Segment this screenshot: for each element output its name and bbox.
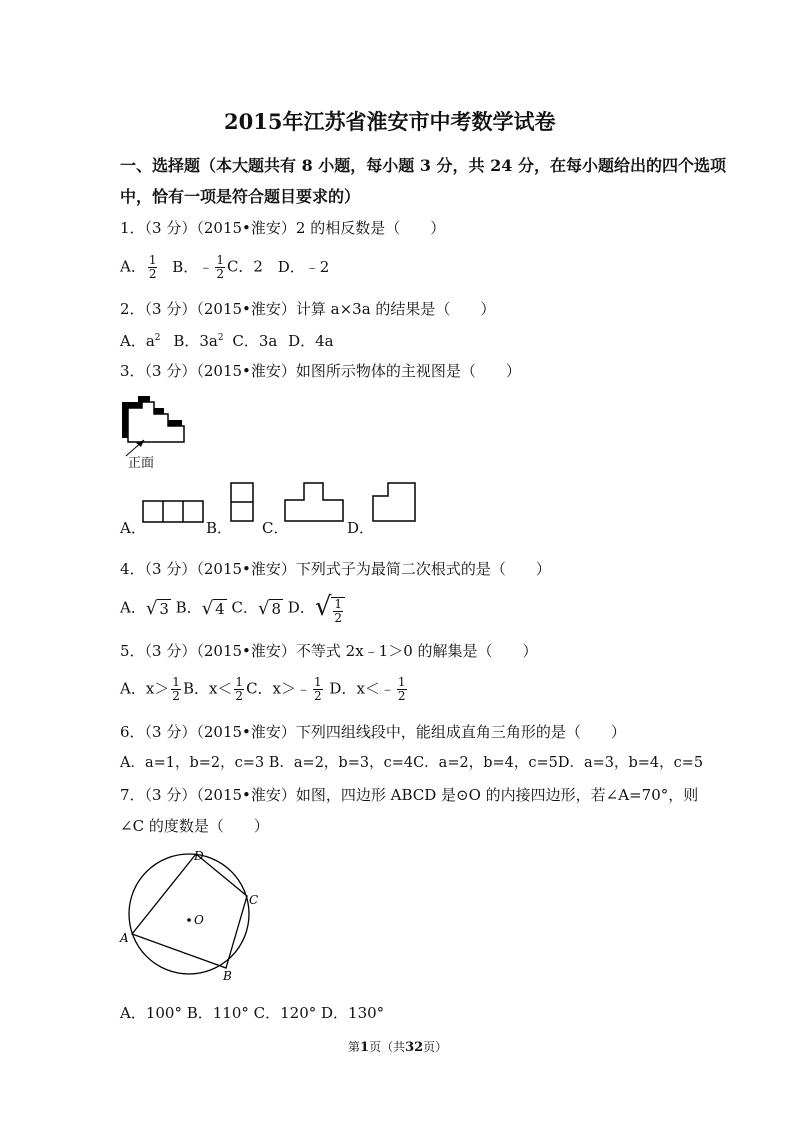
q4-option-c-sqrt: √ 8 — [257, 598, 282, 619]
q1-option-b-fraction: $\frac{1}{2}$ — [216, 253, 224, 281]
question-6-options: A．a=1，b=2，c=3 B．a=2，b=3，c=4C．a=2，b=4，c=5D．a=3，b=4，c=5 — [120, 755, 704, 771]
page-title: 2015年江苏省淮安市中考数学试卷 — [224, 109, 556, 134]
question-5-options: A．x＞ $\frac{1}{2}$ B．x＜ $\frac{1}{2}$ C．x＞﹣ $\frac{1}{2}$ D．x＜﹣ $\frac{1}{2}$ — [120, 675, 406, 703]
question-7-options: A．100° B．110° C．120° D．130° — [120, 1004, 385, 1022]
q3-option-c-label: C． — [262, 519, 289, 537]
q1-option-b-label: B． — [172, 257, 199, 276]
q4-option-d-sqrt: √ $\frac{1}{2}$ — [315, 592, 345, 625]
question-1-options: A． $\frac{1}{2}$ B．﹣ $\frac{1}{2}$ C．2 D．﹣2 — [120, 253, 330, 281]
q3-option-d-label: D． — [347, 519, 375, 537]
q4-option-b-sqrt: √ 4 — [201, 598, 225, 619]
q1-option-a-fraction: $\frac{1}{2}$ — [148, 253, 157, 281]
question-4-stem: 4．（3 分）（2015•淮安）下列式子为最简二次根式的是（ ） — [120, 560, 551, 578]
q3-option-c-figure — [284, 482, 346, 524]
q4-option-a-sqrt: √ 3 — [145, 598, 169, 619]
question-3-stem: 3．（3 分）（2015•淮安）如图所示物体的主视图是（ ） — [120, 362, 521, 380]
question-1-stem: 1．（3 分）（2015•淮安）2 的相反数是（ ） — [120, 219, 446, 237]
q7-circle-figure — [116, 846, 266, 986]
page-footer: 第1页（共32页） — [348, 1040, 448, 1055]
q7-quadrilateral — [132, 854, 247, 968]
section-heading-line1: 一、选择题（本大题共有 8 小题，每小题 3 分，共 24 分，在每小题给出的四个选项 — [120, 156, 726, 175]
question-4-options: A．√ 3 B．√ 4 C．√ 8 D．√ $\frac{1}{2}$ — [120, 592, 345, 625]
question-7-stem-line2: ∠C 的度数是（ ） — [120, 817, 269, 835]
q1-option-d: D．﹣2 — [277, 257, 330, 276]
question-6-stem: 6．（3 分）（2015•淮安）下列四组线段中，能组成直角三角形的是（ ） — [120, 723, 626, 741]
question-7-stem-line1: 7．（3 分）（2015•淮安）如图，四边形 ABCD 是⊙O 的内接四边形，若∠A=70°，则 — [120, 786, 699, 804]
q3-option-a-label: A． — [120, 519, 146, 537]
q3-option-a-figure — [142, 500, 206, 524]
q1-option-c: C．2 — [226, 257, 263, 276]
q7-circle — [129, 854, 249, 974]
q1-option-a-label: A． — [120, 257, 146, 276]
q3-front-label: 正面 — [128, 456, 155, 471]
q7-center-point — [187, 918, 191, 922]
question-5-stem: 5．（3 分）（2015•淮安）不等式 2x﹣1＞0 的解集是（ ） — [120, 642, 538, 660]
q3-option-d-figure — [372, 482, 418, 524]
q3-option-b-label: B． — [206, 519, 233, 537]
q7-label-c: C — [249, 893, 259, 907]
question-2-stem: 2．（3 分）（2015•淮安）计算 a×3a 的结果是（ ） — [120, 300, 496, 318]
q7-label-o: O — [194, 913, 204, 927]
section-heading-line2: 中，恰有一项是符合题目要求的） — [120, 187, 361, 206]
q7-label-b: B — [223, 969, 232, 983]
q7-label-d: D — [194, 849, 204, 863]
q7-label-a: A — [120, 931, 129, 945]
q3-option-b-figure — [230, 482, 256, 524]
question-2-options: A．$a^2$ B．$3a^2$ C．3a D．4a — [120, 332, 334, 350]
